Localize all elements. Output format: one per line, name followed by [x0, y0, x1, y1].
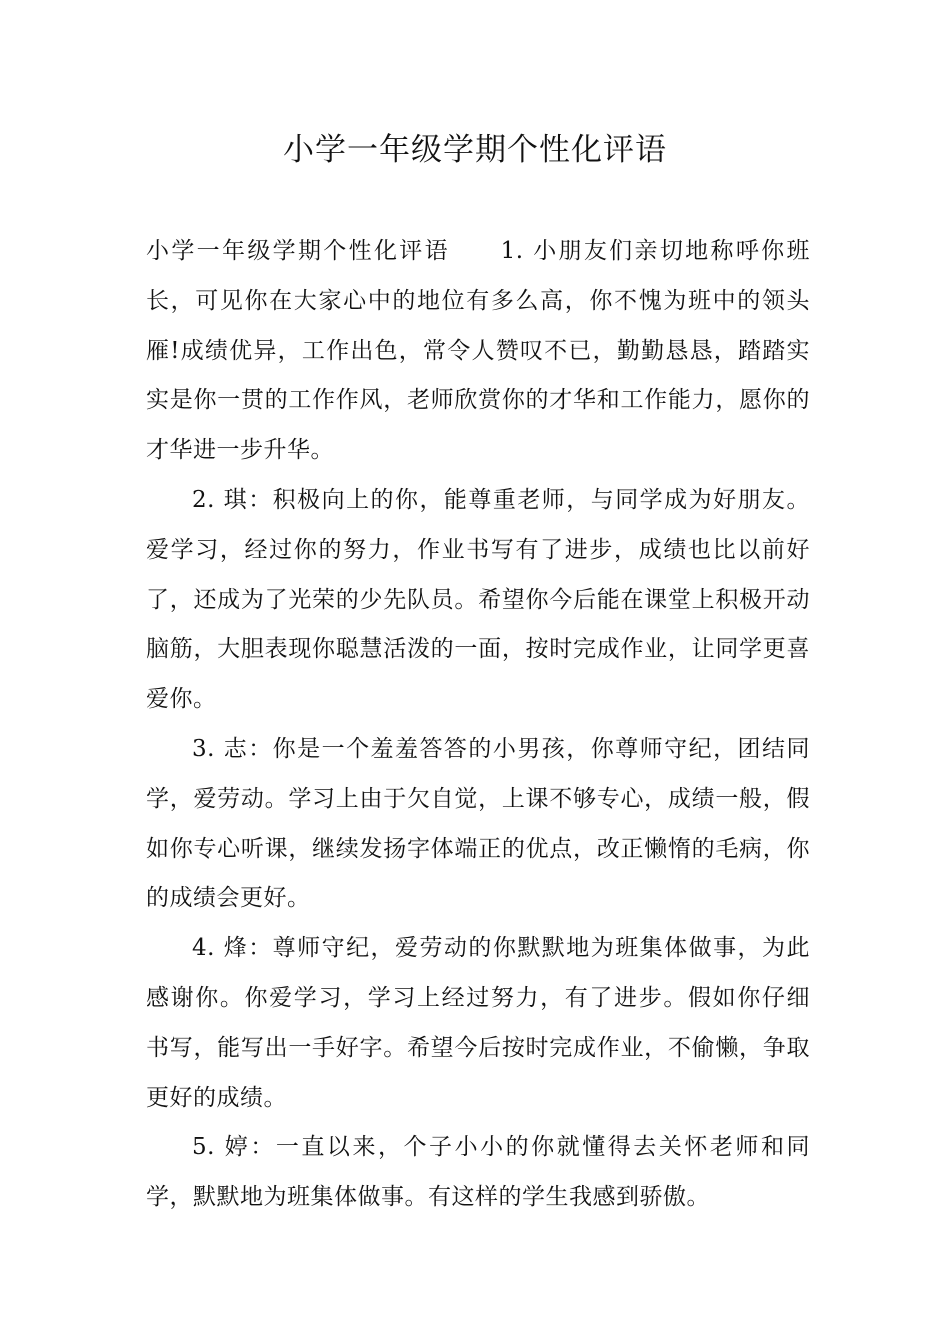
document-title: 小学一年级学期个性化评语: [283, 132, 667, 168]
paragraph-5: 5. 婷：一直以来，个子小小的你就懂得去关怀老师和同学，默默地为班集体做事。有这样的学生我感到骄傲。: [146, 1134, 810, 1211]
paragraph-4: 4. 烽：尊师守纪，爱劳动的你默默地为班集体做事，为此感谢你。你爱学习，学习上经过努力，有了进步。假如你仔细 书写，能写出一手好字。希望今后按时完成作业，不偷懒，争取更好的成绩。: [146, 935, 810, 1111]
paragraph-2: 2. 琪：积极向上的你，能尊重老师，与同学成为好朋友。爱学习，经过你的努力，作业书写有了进步，成绩也比以前好了，还成为了光荣的少先队员。希望你今后能在课堂上积极开动脑筋，大胆表现你聪慧活泼的一面，按时完成作业，让同学更喜爱你。: [146, 486, 810, 713]
document-body: [146, 227, 810, 1223]
paragraph-1: 小学一年级学期个性化评语 1. 小朋友们亲切地称呼你班长，可见你在大家心中的地位有多么高，你不愧为班中的领头雁!成绩优异，工作出色，常令人赞叹不已，勤勤恳恳，踏踏实实是你一贯的工作作风，老师欣赏你的才华和工作能力，愿你的才华进一步升华。: [146, 238, 810, 464]
paragraph-3: 3. 志：你是一个羞羞答答的小男孩，你尊师守纪，团结同学，爱劳动。学习上由于欠自觉，上课不够专心，成绩一般，假如你专心听课，继续发扬字体端正的优点，改正懒惰的毛病，你的成绩会更好。: [146, 735, 810, 912]
